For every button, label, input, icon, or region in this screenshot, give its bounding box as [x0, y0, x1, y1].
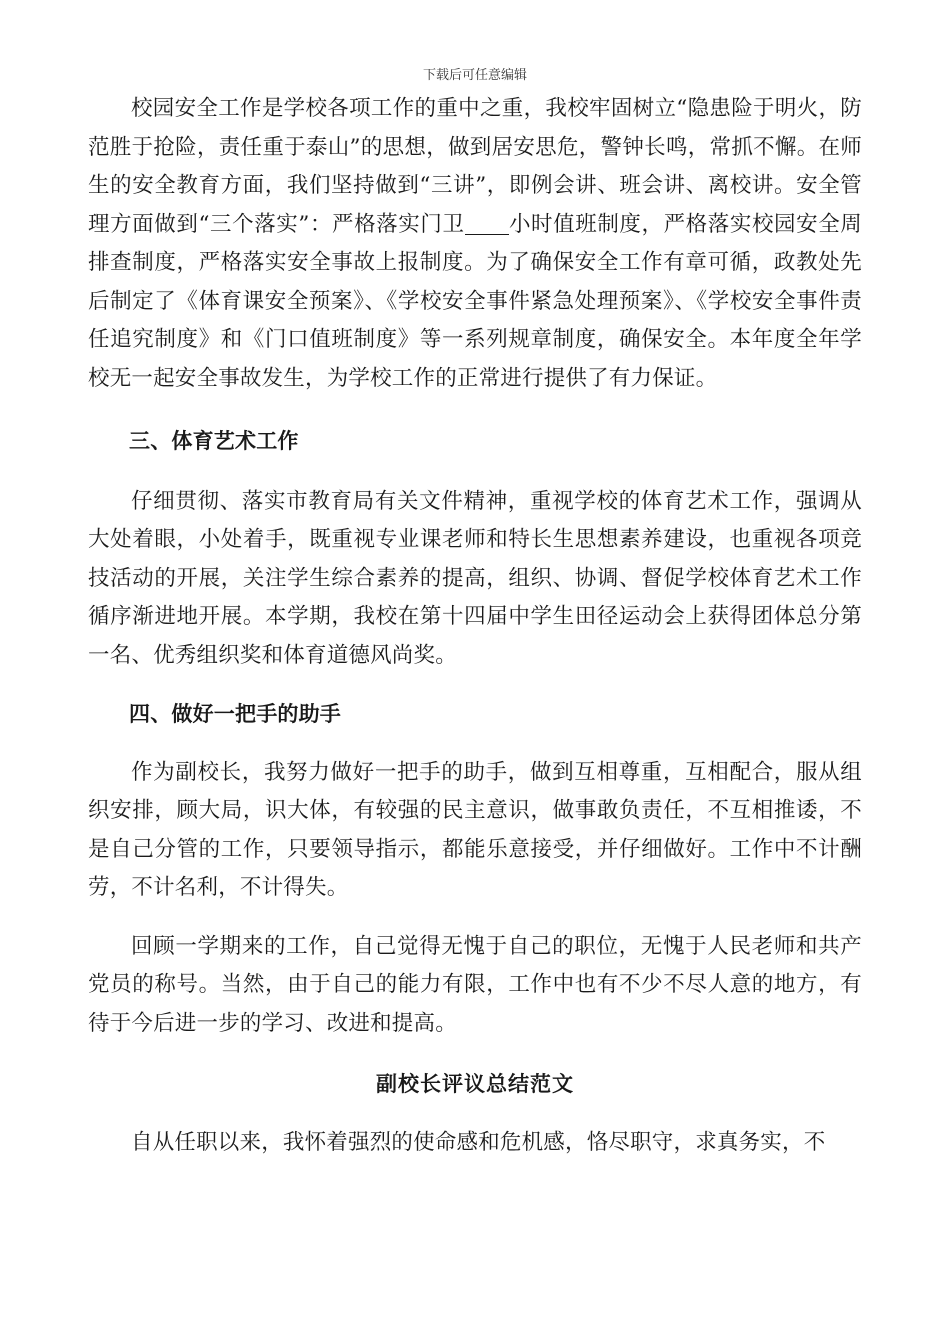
document-body: [88, 90, 862, 1162]
blank-underline: [465, 212, 509, 235]
safety-text-part1: 校园安全工作是学校各项工作的重中之重，我校牢固树立“隐患险于明火，防范胜于抢险，责任重于泰山”的思想，做到居安思危，警钟长鸣，常抓不懈。在师生的安全教育方面，我们坚持做到“三讲”，即例会讲、班会讲、离校讲。安全管理方面做到“三个落实”：严格落实门卫: [88, 96, 862, 237]
review-paragraph: 回顾一学期来的工作，自己觉得无愧于自己的职位，无愧于人民老师和共产党员的称号。当然，由于自己的能力有限，工作中也有不少不尽人意的地方，有待于今后进一步的学习、改进和提高。: [88, 933, 862, 1036]
safety-text-part2: 小时值班制度，严格落实校园安全周排查制度，严格落实安全事故上报制度。为了确保安全工作有章可循，政教处先后制定了《体育课安全预案》、《学校安全事件紧急处理预案》、《学校安全事件责任追究制度》和《门口值班制度》等一系列规章制度，确保安全。本年度全年学校无一起安全事故发生，为学校工作的正常进行提供了有力保证。: [88, 211, 862, 391]
section-heading-assistant: 四、做好一把手的助手: [129, 702, 341, 726]
sports-paragraph: 仔细贯彻、落实市教育局有关文件精神，重视学校的体育艺术工作，强调从大处着眼，小处着手，既重视专业课老师和特长生思想素养建设，也重视各项竞技活动的开展，关注学生综合素养的提高，组织、协调、督促学校体育艺术工作循序渐进地开展。本学期，我校在第十四届中学生田径运动会上获得团体总分第一名、优秀组织奖和体育道德风尚奖。: [88, 488, 862, 668]
assistant-paragraph: 作为副校长，我努力做好一把手的助手，做到互相尊重，互相配合，服从组织安排，顾大局，识大体，有较强的民主意识，做事敢负责任，不互相推诿，不是自己分管的工作，只要领导指示，都能乐意接受，并仔细做好。工作中不计酬劳，不计名利，不计得失。: [88, 759, 862, 900]
safety-paragraph: [88, 90, 862, 398]
page-header-note: 下载后可任意编辑: [422, 68, 527, 83]
intro-paragraph: 自从任职以来，我怀着强烈的使命感和危机感，恪尽职守，求真务实，不: [131, 1129, 826, 1155]
document-title: 副校长评议总结范文: [376, 1072, 574, 1096]
section-heading-sports: 三、体育艺术工作: [129, 429, 299, 453]
